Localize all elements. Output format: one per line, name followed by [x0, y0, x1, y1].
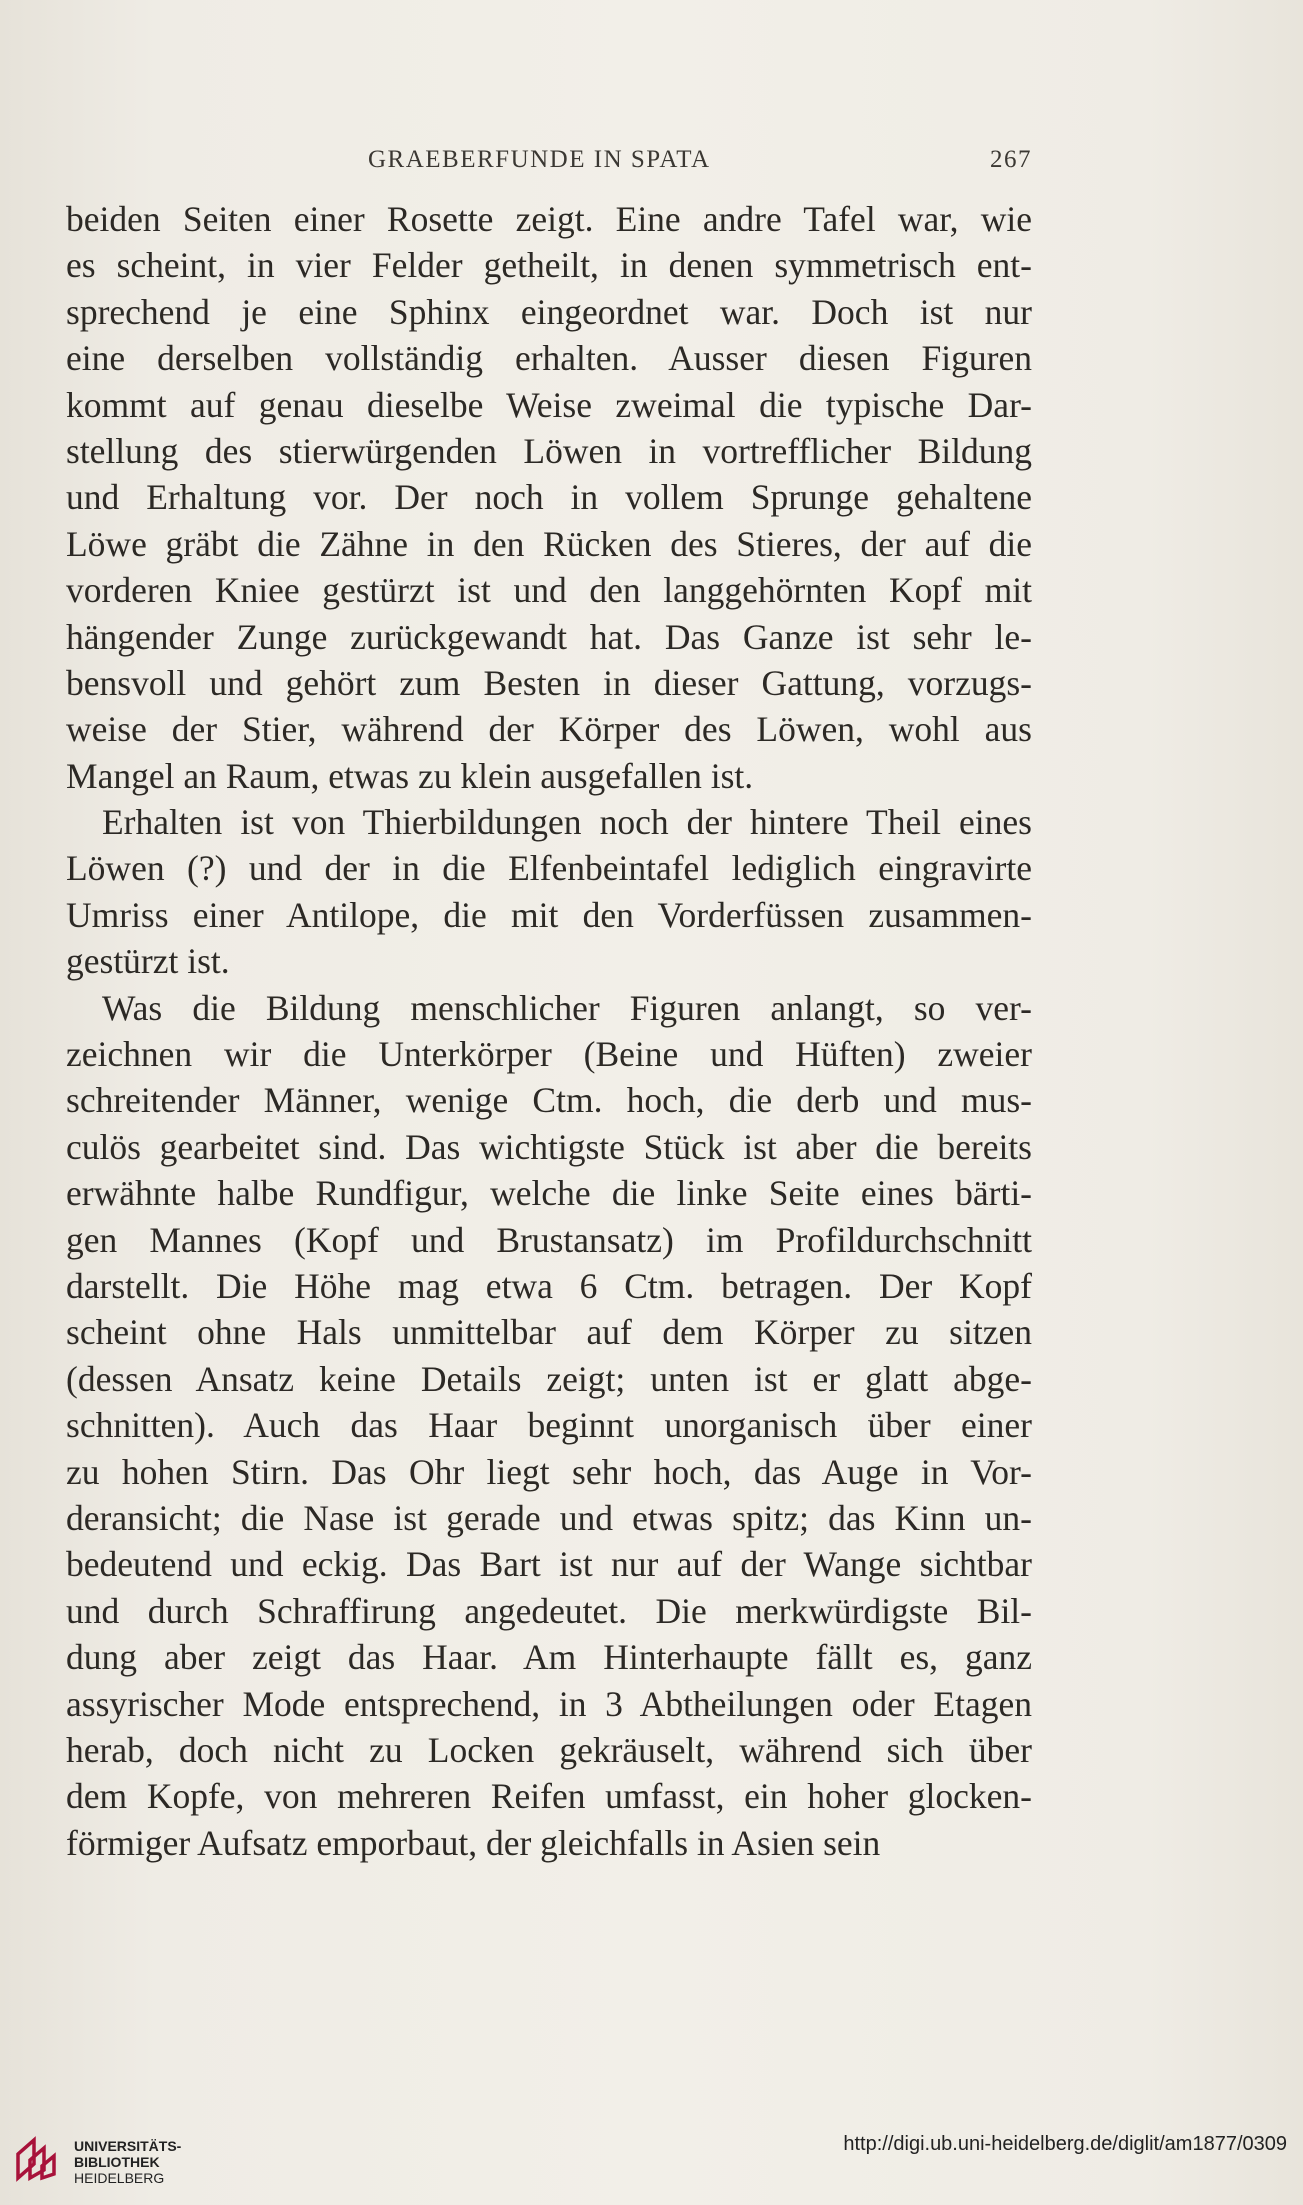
text-line: und Erhaltung vor. Der noch in vollem Sprunge gehaltene	[66, 477, 1032, 518]
text-line: schnitten). Auch das Haar beginnt unorganisch über einer	[66, 1405, 1032, 1446]
text-line: Erhalten ist von Thierbildungen noch der hintere Theil eines	[102, 802, 1032, 843]
text-line: hängender Zunge zurückgewandt hat. Das Ganze ist sehr le-	[66, 616, 1032, 657]
text-line: dung aber zeigt das Haar. Am Hinterhaupte fällt es, ganz	[66, 1637, 1032, 1678]
text-line: sprechend je eine Sphinx eingeordnet war. Doch ist nur	[66, 291, 1032, 332]
text-line: beiden Seiten einer Rosette zeigt. Eine andre Tafel war, wie	[66, 199, 1032, 239]
text-line: Löwe gräbt die Zähne in den Rücken des Stieres, der auf die	[66, 523, 1032, 564]
text-line: darstellt. Die Höhe mag etwa 6 Ctm. betragen. Der Kopf	[66, 1265, 1032, 1306]
running-head	[66, 146, 1032, 182]
library-name-line: UNIVERSITÄTS-	[74, 2138, 182, 2154]
text-line: Mangel an Raum, etwas zu klein ausgefallen ist.	[66, 755, 754, 796]
text-line: erwähnte halbe Rundfigur, welche die linke Seite eines bärti-	[66, 1173, 1032, 1214]
text-line: zeichnen wir die Unterkörper (Beine und Hüften) zweier	[66, 1034, 1032, 1075]
text-line: gestürzt ist.	[66, 941, 230, 982]
text-line: schreitender Männer, wenige Ctm. hoch, die derb und mus-	[66, 1080, 1032, 1121]
text-line: gen Mannes (Kopf und Brustansatz) im Profildurchschnitt	[66, 1219, 1032, 1260]
text-line: culös gearbeitet sind. Das wichtigste Stück ist aber die bereits	[66, 1126, 1032, 1167]
text-line: weise der Stier, während der Körper des Löwen, wohl aus	[66, 709, 1032, 750]
text-line: förmiger Aufsatz emporbaut, der gleichfalls in Asien sein	[66, 1822, 881, 1863]
text-line: vorderen Kniee gestürzt ist und den langgehörnten Kopf mit	[66, 570, 1032, 611]
digital-library-link[interactable]: http://digi.ub.uni-heidelberg.de/diglit/am1877/0309	[843, 2133, 1287, 2155]
library-name	[74, 2138, 181, 2186]
text-line: es scheint, in vier Felder getheilt, in denen symmetrisch ent-	[66, 245, 1032, 286]
body-text	[66, 196, 1032, 1866]
text-line: dem Kopfe, von mehreren Reifen umfasst, ein hoher glocken-	[66, 1776, 1032, 1817]
text-line: Was die Bildung menschlicher Figuren anlangt, so ver-	[102, 987, 1032, 1028]
text-line: Löwen (?) und der in die Elfenbeintafel lediglich eingravirte	[66, 848, 1032, 889]
page-number: 267	[990, 146, 1032, 173]
text-line: Umriss einer Antilope, die mit den Vorderfüssen zusammen-	[66, 894, 1032, 935]
text-line: und durch Schraffirung angedeutet. Die merkwürdigste Bil-	[66, 1590, 1032, 1631]
library-logo-icon	[14, 2134, 66, 2182]
library-name-line: BIBLIOTHEK	[74, 2154, 160, 2170]
library-name-line: HEIDELBERG	[74, 2170, 165, 2186]
text-line: bensvoll und gehört zum Besten in dieser Gattung, vorzugs-	[66, 662, 1032, 703]
text-line: scheint ohne Hals unmittelbar auf dem Körper zu sitzen	[66, 1312, 1032, 1353]
running-head-title: GRAEBERFUNDE IN SPATA	[368, 146, 711, 173]
text-line: deransicht; die Nase ist gerade und etwas spitz; das Kinn un-	[66, 1497, 1032, 1538]
text-line: (dessen Ansatz keine Details zeigt; unten ist er glatt abge-	[66, 1358, 1032, 1399]
text-line: kommt auf genau dieselbe Weise zweimal die typische Dar-	[66, 384, 1032, 425]
text-line: herab, doch nicht zu Locken gekräuselt, während sich über	[66, 1729, 1032, 1770]
text-line: eine derselben vollständig erhalten. Ausser diesen Figuren	[66, 338, 1032, 379]
text-line: assyrischer Mode entsprechend, in 3 Abtheilungen oder Etagen	[66, 1683, 1032, 1724]
text-line: bedeutend und eckig. Das Bart ist nur auf der Wange sichtbar	[66, 1544, 1032, 1585]
text-line: stellung des stierwürgenden Löwen in vortrefflicher Bildung	[66, 430, 1032, 471]
library-logo	[14, 2128, 184, 2188]
text-line: zu hohen Stirn. Das Ohr liegt sehr hoch, das Auge in Vor-	[66, 1451, 1032, 1492]
